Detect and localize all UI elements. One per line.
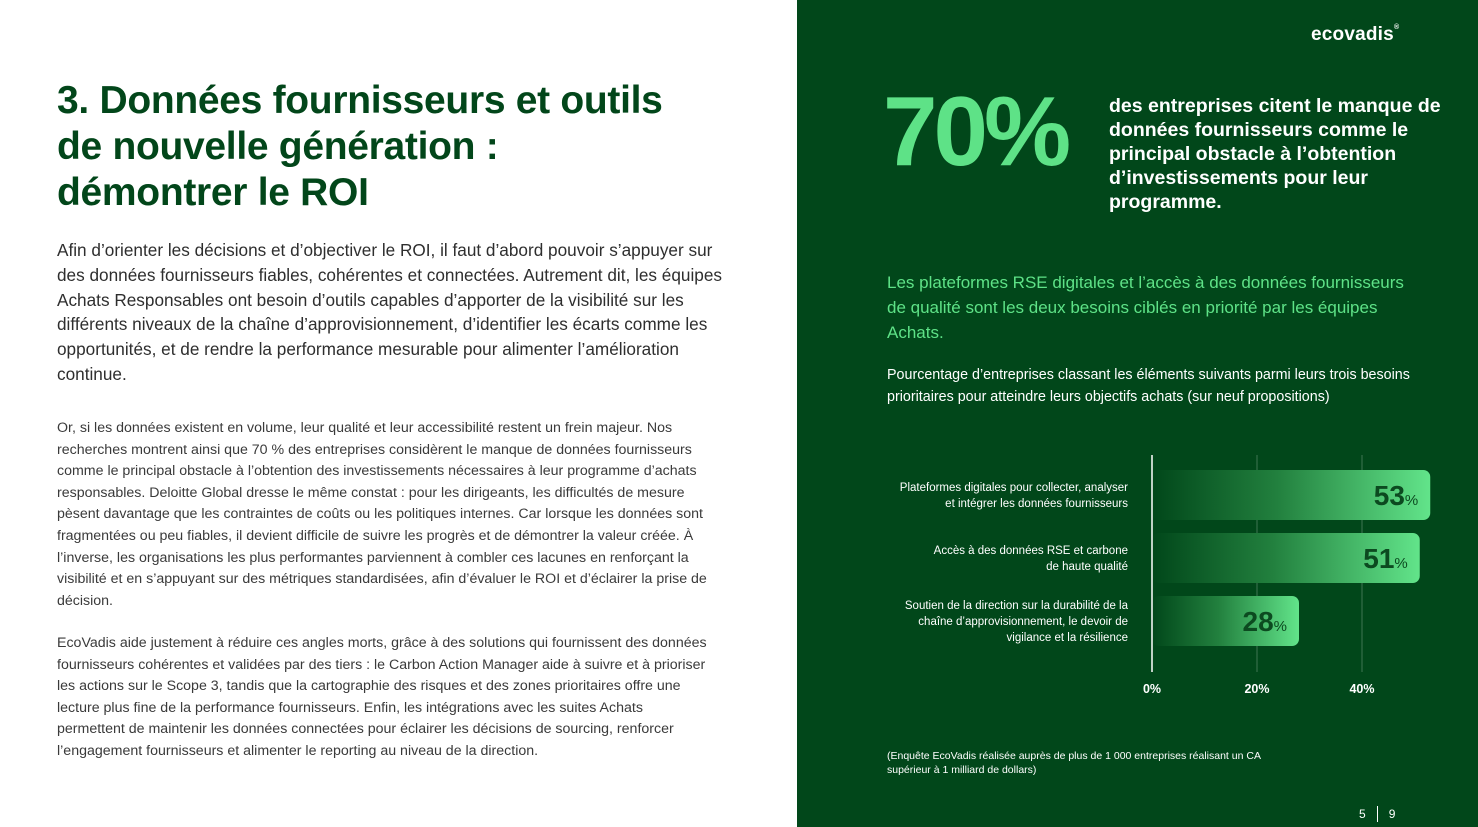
x-tick-label: 40%: [1349, 682, 1375, 696]
x-tick-label: 0%: [1142, 682, 1162, 696]
chart-subhead: Les plateformes RSE digitales et l’accès à des données fournisseurs de qualité sont les deux besoins ciblés en priorité par les équipes Achats.: [887, 273, 1404, 342]
right-page: [797, 0, 1478, 827]
bar-chart: [797, 440, 1478, 710]
category-label: Accès à des données RSE et carbone: [933, 545, 1128, 557]
chart-description: Pourcentage d’entreprises classant les éléments suivants parmi leurs trois besoins prioritaires pour atteindre leurs objectifs achats (sur neuf propositions): [887, 367, 1410, 405]
ecovadis-logo: [1311, 24, 1399, 46]
current-page: 5: [1359, 807, 1366, 821]
total-pages: 9: [1388, 807, 1396, 821]
bar-value-label: 51%: [1363, 543, 1408, 574]
body-paragraph-2: EcoVadis aide justement à réduire ces angles morts, grâce à des solutions qui fournissent des données fournisseurs cohérentes et validées par des tiers : le Carbon Action Manager aide à suivre et à prioriser les actions sur le Scope 3, tandis que la cartographie des risques et des zones prioritaires offre une lecture plus fine de la performance fournisseurs. Enfin, les intégrations avec les suites Achats permettent de maintenir les données connectées pour éclairer les décisions de sourcing, renforcer l’engagement fournisseurs et alimenter le reporting au niveau de la direction.: [57, 635, 707, 759]
survey-footnote: (Enquête EcoVadis réalisée auprès de plus de 1 000 entreprises réalisant un CA supérieur à 1 milliard de dollars): [887, 750, 1261, 776]
category-label: Plateformes digitales pour collecter, analyser: [899, 482, 1128, 494]
stat-text: des entreprises citent le manque de données fournisseurs comme le principal obstacle à l’obtention d’investissements pour leur programme.: [1109, 95, 1441, 213]
body-paragraph-1: Or, si les données existent en volume, leur qualité et leur accessibilité restent un frein majeur. Nos recherches montrent ainsi que 70 % des entreprises considèrent le manque de données fournisseurs comme le principal obstacle à l’obtention des investissements nécessaires à leur programme d’achats responsables. Deloitte Global dresse le même constat : pour les dirigeants, les difficultés de mesure pèsent davantage que les contraintes de coûts ou les politiques internes. Car lorsque les données sont fragmentées ou peu fiables, il devient difficile de suivre les progrès et de démontrer la valeur créée. À l’inverse, les organisations les plus performantes parviennent à combler ces lacunes en renforçant la visibilité et en s’appuyant sur des métriques standardisées, afin d’évaluer le ROI et d’éclairer la prise de décision.: [57, 420, 707, 609]
page-separator: [1377, 806, 1378, 822]
big-stat: 70%: [883, 76, 1068, 186]
page-title: 3. Données fournisseurs et outils de nouvelle génération : démontrer le ROI: [57, 79, 663, 214]
category-label: Soutien de la direction sur la durabilité de la: [904, 600, 1128, 612]
logo-text: ecovadis: [1311, 24, 1394, 45]
category-label: vigilance et la résilience: [1006, 632, 1128, 644]
bar-value-label: 53%: [1373, 480, 1419, 511]
page-number: [1359, 806, 1395, 822]
category-label: de haute qualité: [1046, 561, 1128, 573]
category-label: et intégrer les données fournisseurs: [945, 498, 1128, 510]
registered-mark-icon: ®: [1393, 24, 1400, 31]
lead-paragraph: Afin d’orienter les décisions et d’objectiver le ROI, il faut d’abord pouvoir s’appuyer sur des données fournisseurs fiables, cohérentes et connectées. Autrement dit, les équipes Achats Responsables ont besoin d’outils capables d’apporter de la visibilité sur les différents niveaux de la chaîne d’approvisionnement, d’identifier les écarts comme les opportunités, et de rendre la performance mesurable pour alimenter l’amélioration continue.: [57, 240, 722, 384]
bar-value-label: 28%: [1242, 606, 1287, 637]
x-tick-label: 20%: [1244, 682, 1270, 696]
category-label: chaîne d’approvisionnement, le devoir de: [918, 616, 1128, 628]
